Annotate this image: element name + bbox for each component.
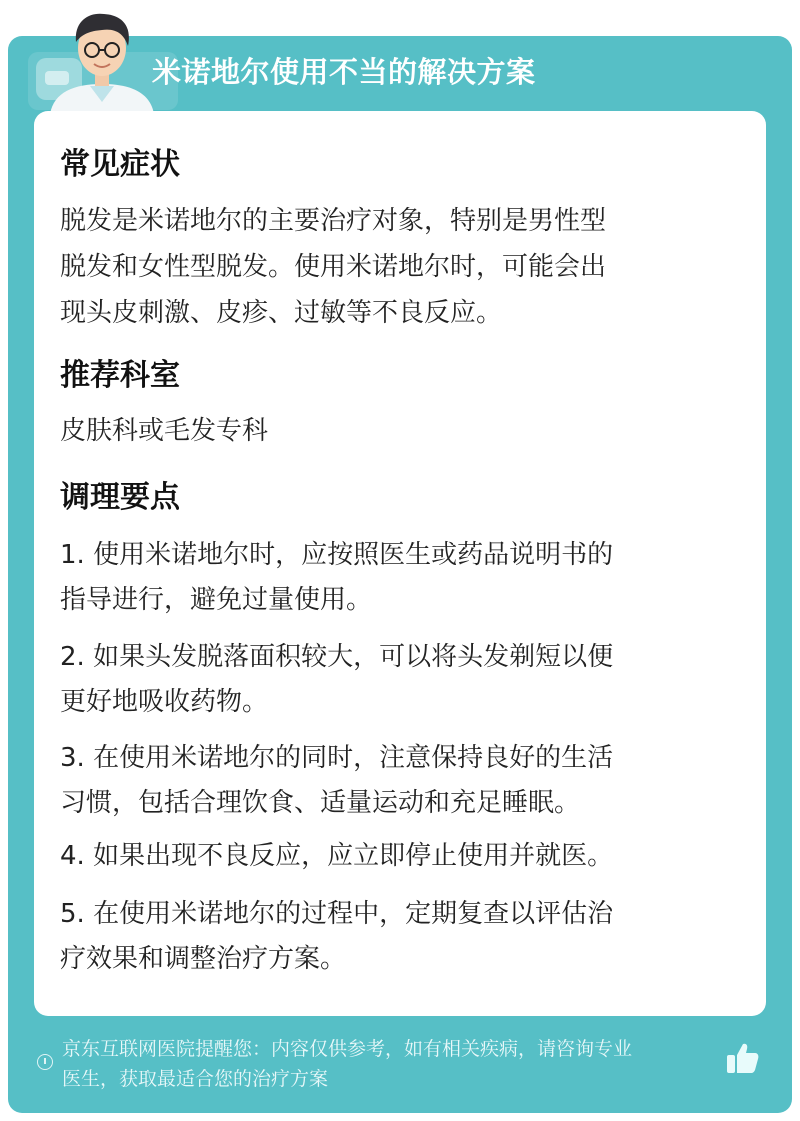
care-item-5-line-2: 疗效果和调整治疗方案。 <box>60 944 347 974</box>
symptoms-line-3: 现头皮刺激、皮疹、过敏等不良反应。 <box>60 298 503 328</box>
section-heading-care-points: 调理要点 <box>60 480 180 515</box>
symptoms-line-1: 脱发是米诺地尔的主要治疗对象，特别是男性型 <box>60 206 607 236</box>
care-item-5-line-1: 5. 在使用米诺地尔的过程中，定期复查以评估治 <box>60 899 614 929</box>
page-title: 米诺地尔使用不当的解决方案 <box>152 55 536 89</box>
thumbs-up-icon[interactable] <box>724 1040 760 1076</box>
footer-disclaimer <box>62 1034 730 1094</box>
symptoms-line-2: 脱发和女性型脱发。使用米诺地尔时，可能会出 <box>60 252 607 282</box>
doctor-avatar-icon <box>40 6 164 114</box>
info-icon <box>37 1054 53 1070</box>
footer-line-2: 医生，获取最适合您的治疗方案 <box>62 1068 329 1090</box>
care-item-3-line-1: 3. 在使用米诺地尔的同时，注意保持良好的生活 <box>60 743 614 773</box>
care-item-1-line-2: 指导进行，避免过量使用。 <box>60 585 373 615</box>
care-item-4-line-1: 4. 如果出现不良反应，应立即停止使用并就医。 <box>60 841 614 871</box>
care-item-3-line-2: 习惯，包括合理饮食、适量运动和充足睡眠。 <box>60 788 581 818</box>
department-text: 皮肤科或毛发专科 <box>60 416 269 446</box>
care-item-2-line-1: 2. 如果头发脱落面积较大，可以将头发剃短以便 <box>60 642 614 672</box>
section-heading-symptoms: 常见症状 <box>60 147 180 182</box>
care-item-1-line-1: 1. 使用米诺地尔时，应按照医生或药品说明书的 <box>60 540 614 570</box>
section-heading-department: 推荐科室 <box>60 358 180 393</box>
care-item-2-line-2: 更好地吸收药物。 <box>60 687 269 717</box>
footer-line-1: 京东互联网医院提醒您：内容仅供参考，如有相关疾病，请咨询专业 <box>62 1038 633 1060</box>
